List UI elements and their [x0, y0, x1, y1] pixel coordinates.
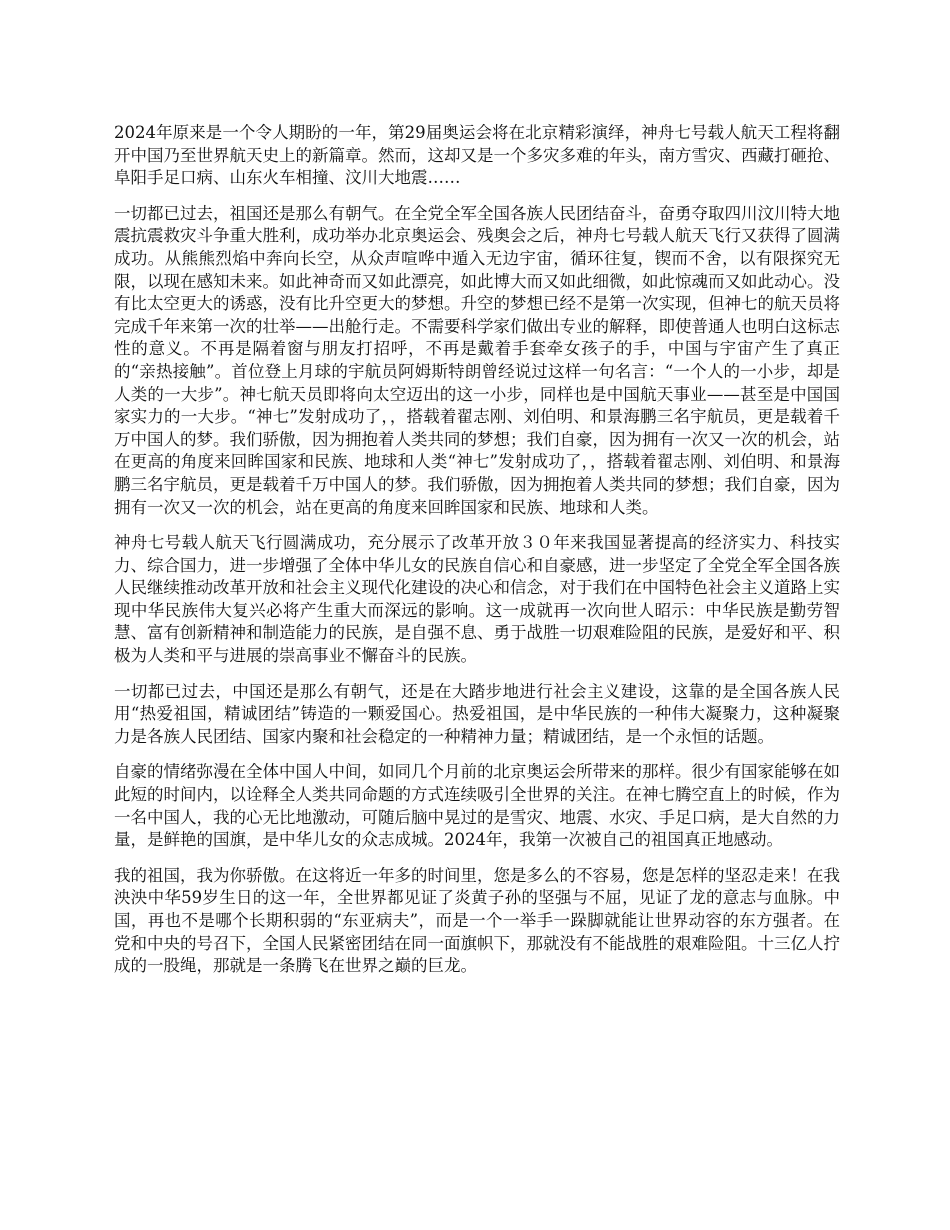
paragraph-5: 自豪的情绪弥漫在全体中国人中间，如同几个月前的北京奥运会所带来的那样。很少有国家能够在如此短的时间内，以诠释全人类共同命题的方式连续吸引全世界的关注。在神七腾空直上的时候，作为一名中国人，我的心无比地激动，可随后脑中晃过的是雪灾、地震、水灾、手足口病，是大自然的力量，是鲜艳的国旗，是中华儿女的众志成城。2024年，我第一次被自己的祖国真正地感动。	[114, 762, 840, 850]
paragraph-6: 我的祖国，我为你骄傲。在这将近一年多的时间里，您是多么的不容易，您是怎样的坚忍走来！在我泱泱中华59岁生日的这一年，全世界都见证了炎黄子孙的坚强与不屈，见证了龙的意志与血脉。中国，再也不是哪个长期积弱的“东亚病夫”，而是一个一举手一跺脚就能让世界动容的东方强者。在党和中央的号召下，全国人民紧密团结在同一面旗帜下，那就没有不能战胜的艰难险阻。十三亿人拧成的一股绳，那就是一条腾飞在世界之巅的巨龙。	[114, 865, 840, 976]
paragraph-2: 一切都已过去，祖国还是那么有朝气。在全党全军全国各族人民团结奋斗，奋勇夺取四川汶川特大地震抗震救灾斗争重大胜利，成功举办北京奥运会、残奥会之后，神舟七号载人航天飞行又获得了圆满成功。从熊熊烈焰中奔向长空，从众声喧哗中遁入无边宇宙，循环往复，锲而不舍，以有限探究无限，以现在感知未来。如此神奇而又如此漂亮，如此博大而又如此细微，如此惊魂而又如此动心。没有比太空更大的诱惑，没有比升空更大的梦想。升空的梦想已经不是第一次实现，但神七的航天员将完成千年来第一次的壮举——出舱行走。不需要科学家们做出专业的解释，即使普通人也明白这标志性的意义。不再是隔着窗与朋友打招呼，不再是戴着手套牵女孩子的手，中国与宇宙产生了真正的“亲热接触”。首位登上月球的宇航员阿姆斯特朗曾经说过这样一句名言：“一个人的一小步，却是人类的一大步”。神七航天员即将向太空迈出的这一小步，同样也是中国航天事业——甚至是中国国家实力的一大步。“神七”发射成功了，，搭载着翟志刚、刘伯明、和景海鹏三名宇航员，更是载着千万中国人的梦。我们骄傲，因为拥抱着人类共同的梦想；我们自豪，因为拥有一次又一次的机会，站在更高的角度来回眸国家和民族、地球和人类“神七”发射成功了，，搭载着翟志刚、刘伯明、和景海鹏三名宇航员，更是载着千万中国人的梦。我们骄傲，因为拥抱着人类共同的梦想；我们自豪，因为拥有一次又一次的机会，站在更高的角度来回眸国家和民族、地球和人类。	[114, 203, 840, 517]
paragraph-4: 一切都已过去，中国还是那么有朝气，还是在大踏步地进行社会主义建设，这靠的是全国各族人民用“热爱祖国，精诚团结”铸造的一颗爱国心。热爱祖国，是中华民族的一种伟大凝聚力，这种凝聚力是各族人民团结、国家内聚和社会稳定的一种精神力量；精诚团结，是一个永恒的话题。	[114, 681, 840, 746]
paragraph-3: 神舟七号载人航天飞行圆满成功，充分展示了改革开放３０年来我国显著提高的经济实力、科技实力、综合国力，进一步增强了全体中华儿女的民族自信心和自豪感，进一步坚定了全党全军全国各族人民继续推动改革开放和社会主义现代化建设的决心和信念，对于我们在中国特色社会主义道路上实现中华民族伟大复兴必将产生重大而深远的影响。这一成就再一次向世人昭示：中华民族是勤劳智慧、富有创新精神和制造能力的民族，是自强不息、勇于战胜一切艰难险阻的民族，是爱好和平、积极为人类和平与进展的崇高事业不懈奋斗的民族。	[114, 533, 840, 666]
paragraph-1: 2024年原来是一个令人期盼的一年，第29届奥运会将在北京精彩演绎，神舟七号载人航天工程将翻开中国乃至世界航天史上的新篇章。然而，这却又是一个多灾多难的年头，南方雪灾、西藏打砸抢、阜阳手足口病、山东火车相撞、汶川大地震……	[114, 123, 840, 188]
document-body	[114, 122, 840, 991]
